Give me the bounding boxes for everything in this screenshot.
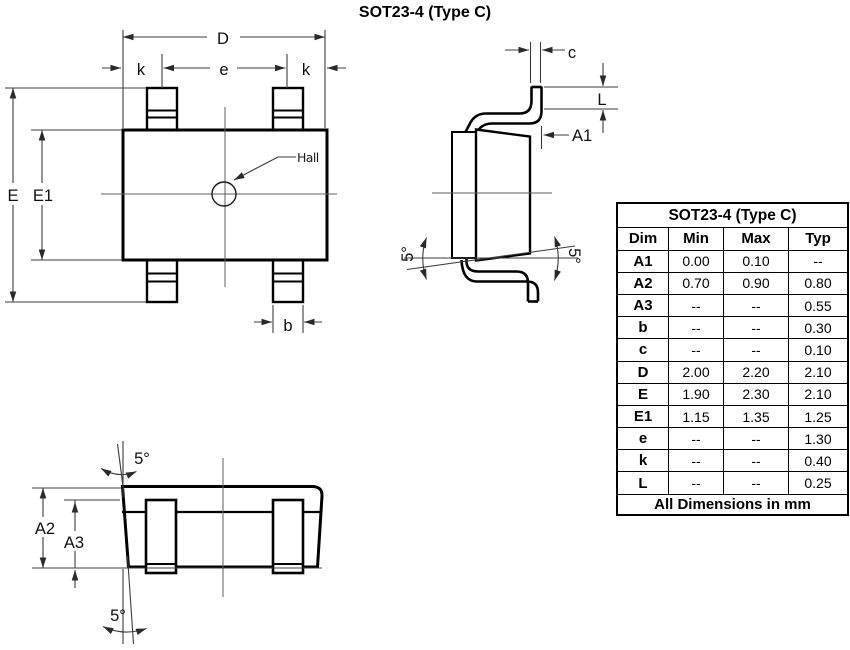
page-title: SOT23-4 (Type C) bbox=[358, 4, 492, 21]
table-grid bbox=[618, 228, 847, 514]
table-cell: A3 bbox=[618, 295, 668, 316]
table-cell: -- bbox=[724, 450, 788, 471]
top-view bbox=[4, 25, 346, 335]
front-view bbox=[31, 441, 322, 644]
side-lead-bottom bbox=[462, 257, 539, 302]
table-cell: E bbox=[618, 384, 668, 405]
table-cell: 0.00 bbox=[669, 251, 723, 272]
package-body-side-slab bbox=[452, 132, 476, 258]
front-pin-right bbox=[273, 500, 303, 573]
front-draft-angle-bottom bbox=[103, 556, 147, 644]
table-col-header: Typ bbox=[789, 228, 847, 250]
table-cell: -- bbox=[724, 472, 788, 493]
table-col-header: Max bbox=[724, 228, 788, 250]
table-cell: 0.25 bbox=[789, 472, 847, 493]
table-cell: 2.20 bbox=[724, 362, 788, 383]
dimension-b bbox=[254, 305, 322, 335]
table-cell: 0.80 bbox=[789, 273, 847, 294]
table-cell: 0.10 bbox=[724, 251, 788, 272]
package-body-side bbox=[476, 130, 530, 261]
side-view bbox=[399, 42, 618, 302]
table-cell: 1.25 bbox=[789, 406, 847, 427]
table-cell: D bbox=[618, 362, 668, 383]
table-cell: 0.90 bbox=[724, 273, 788, 294]
table-cell: 0.30 bbox=[789, 317, 847, 338]
dim-label-k-left: k bbox=[136, 61, 146, 79]
table-cell: 0.70 bbox=[669, 273, 723, 294]
angle-label-bottom: 5° bbox=[110, 607, 126, 625]
table-cell: 1.30 bbox=[789, 428, 847, 449]
dim-label-E: E bbox=[7, 187, 19, 205]
table-cell: -- bbox=[669, 295, 723, 316]
table-cell: E1 bbox=[618, 406, 668, 427]
side-lead-top bbox=[466, 87, 542, 136]
dim-label-A2: A2 bbox=[34, 520, 56, 538]
table-cell: b bbox=[618, 317, 668, 338]
dimension-A1 bbox=[542, 126, 593, 149]
dim-label-e: e bbox=[219, 61, 229, 79]
table-cell: -- bbox=[724, 428, 788, 449]
table-cell: -- bbox=[669, 472, 723, 493]
pin-bottom-left bbox=[147, 258, 177, 302]
table-cell: k bbox=[618, 450, 668, 471]
dim-label-A3: A3 bbox=[63, 534, 85, 552]
table-cell: 2.30 bbox=[724, 384, 788, 405]
dim-label-b: b bbox=[283, 317, 293, 335]
dimension-k-e bbox=[102, 54, 346, 88]
dim-label-k-right: k bbox=[301, 61, 311, 79]
table-cell: L bbox=[618, 472, 668, 493]
table-col-header: Min bbox=[669, 228, 723, 250]
table-title: SOT23-4 (Type C) bbox=[618, 204, 847, 227]
table-cell: A2 bbox=[618, 273, 668, 294]
angle-label-right: 5° bbox=[565, 248, 583, 264]
table-cell: -- bbox=[724, 317, 788, 338]
dim-label-L: L bbox=[597, 91, 607, 109]
angle-label-left: 5° bbox=[399, 246, 417, 262]
table-cell: -- bbox=[789, 251, 847, 272]
table-cell: -- bbox=[669, 339, 723, 360]
table-cell: 2.10 bbox=[789, 384, 847, 405]
pin-bottom-right bbox=[273, 258, 303, 302]
table-cell: A1 bbox=[618, 251, 668, 272]
table-footer: All Dimensions in mm bbox=[618, 495, 847, 514]
dimension-L bbox=[544, 63, 618, 133]
dimension-A3 bbox=[60, 500, 120, 588]
table-cell: c bbox=[618, 339, 668, 360]
table-cell: -- bbox=[669, 317, 723, 338]
table-cell: -- bbox=[669, 428, 723, 449]
table-cell: e bbox=[618, 428, 668, 449]
table-cell: -- bbox=[724, 295, 788, 316]
table-col-header: Dim bbox=[618, 228, 668, 250]
table-cell: 0.10 bbox=[789, 339, 847, 360]
table-cell: 0.40 bbox=[789, 450, 847, 471]
dim-label-c: c bbox=[567, 44, 577, 62]
table-cell: -- bbox=[724, 339, 788, 360]
dim-label-E1: E1 bbox=[32, 187, 54, 205]
dim-label-A1: A1 bbox=[572, 127, 593, 145]
front-pin-left bbox=[146, 500, 176, 573]
dimension-E1 bbox=[28, 130, 122, 260]
table-cell: 2.10 bbox=[789, 362, 847, 383]
table-cell: 2.00 bbox=[669, 362, 723, 383]
dimension-c bbox=[505, 42, 576, 83]
table-cell: 1.15 bbox=[669, 406, 723, 427]
table-cell: 1.90 bbox=[669, 384, 723, 405]
table-cell: -- bbox=[669, 450, 723, 471]
dim-label-D: D bbox=[217, 30, 229, 48]
dimensions-table bbox=[616, 202, 849, 516]
table-cell: 1.35 bbox=[724, 406, 788, 427]
angle-label-top: 5° bbox=[134, 450, 150, 468]
table-cell: 0.55 bbox=[789, 295, 847, 316]
hall-label: Hall bbox=[297, 150, 319, 165]
